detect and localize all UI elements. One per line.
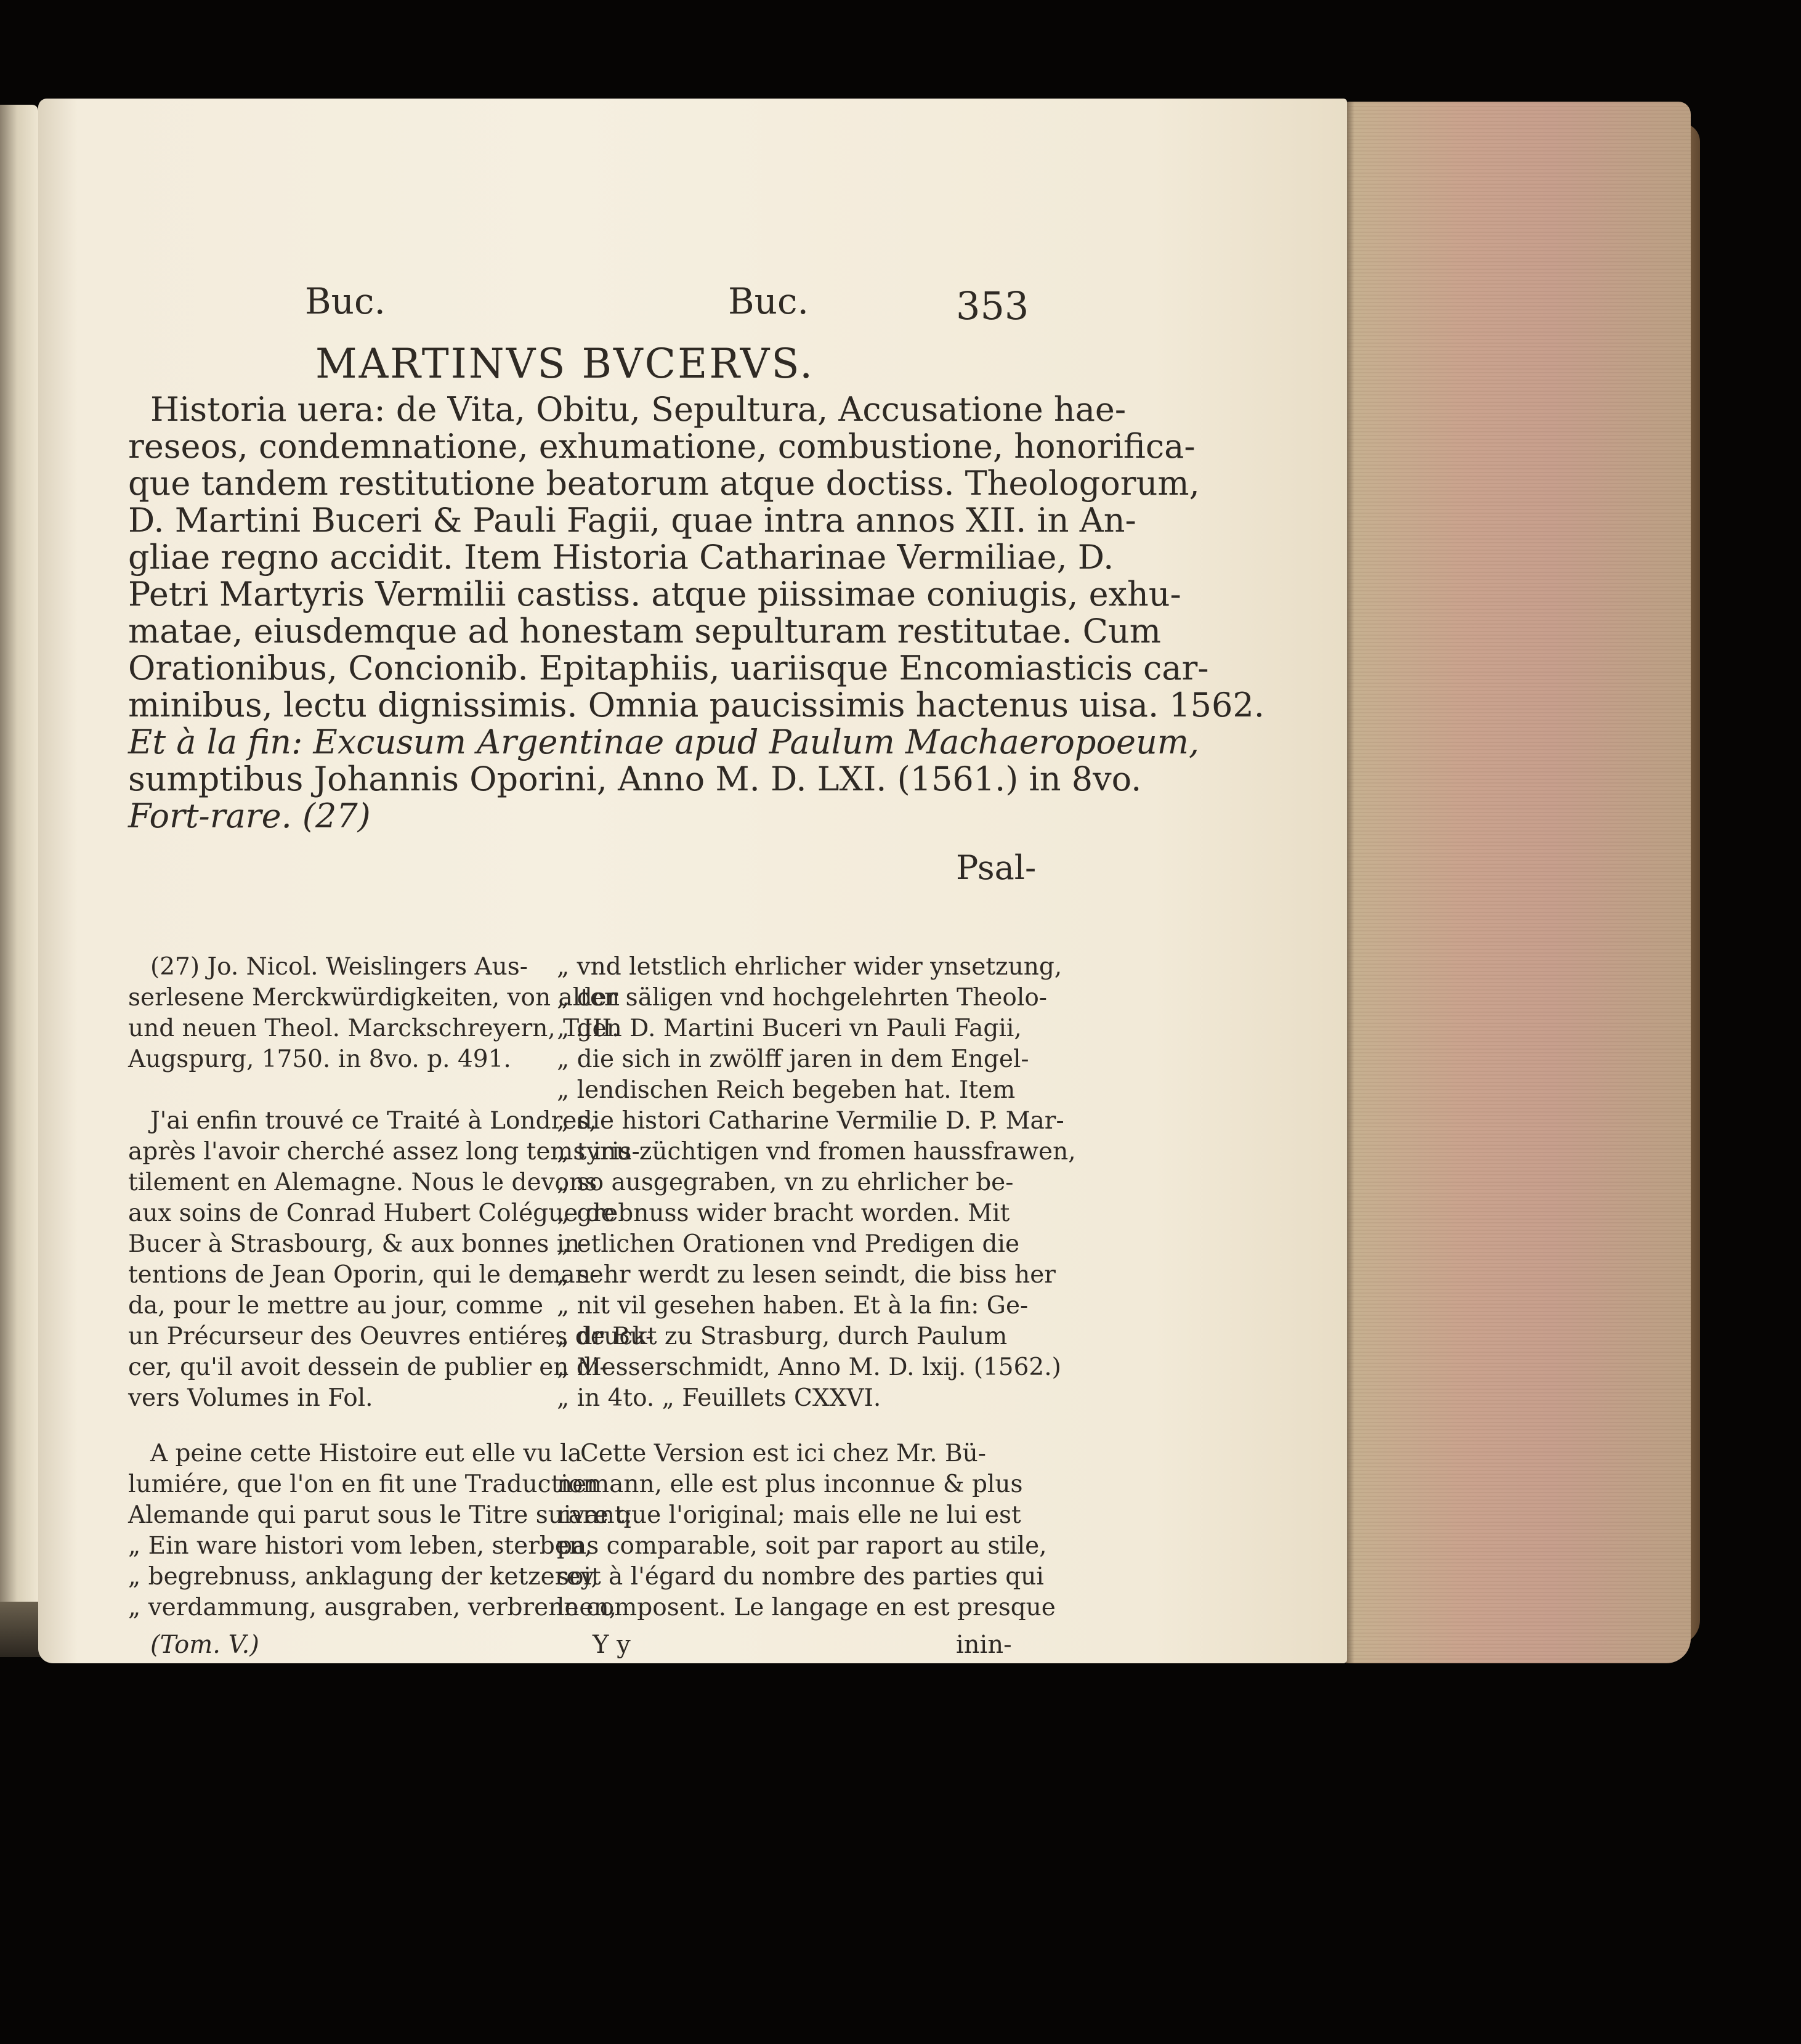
signature-mark: Y y bbox=[593, 1631, 631, 1659]
entry-title: MARTINVS BVCERVS. bbox=[315, 340, 815, 387]
quote-line: „ nit vil gesehen haben. Et à la fin: Ge- bbox=[557, 1292, 1029, 1320]
page-number: 353 bbox=[956, 283, 1029, 328]
quote-line: „ Messerschmidt, Anno M. D. lxij. (1562.) bbox=[557, 1353, 1061, 1381]
main-line: que tandem restitutione beatorum atque doctiss. Theologorum, bbox=[128, 464, 1200, 503]
quote-line: „ so ausgegraben, vn zu ehrlicher be- bbox=[557, 1169, 1014, 1196]
book-page bbox=[38, 99, 1347, 1663]
paragraph-line: „ verdammung, ausgraben, verbrennen, bbox=[128, 1594, 617, 1621]
footnote-line: und neuen Theol. Marckschreyern, T.III. bbox=[128, 1015, 620, 1042]
main-line: reseos, condemnatione, exhumatione, combustione, honorifica- bbox=[128, 427, 1196, 466]
quote-line: „ lendischen Reich begeben hat. Item bbox=[557, 1076, 1016, 1104]
quote-line: „ druckt zu Strasburg, durch Paulum bbox=[557, 1323, 1008, 1350]
paragraph-line: rare que l'original; mais elle ne lui est bbox=[557, 1501, 1021, 1529]
paragraph-line: „ Ein ware histori vom leben, sterben, bbox=[128, 1532, 593, 1560]
previous-page-edge bbox=[0, 105, 38, 1620]
footnote-line: (27) Jo. Nicol. Weislingers Aus- bbox=[150, 953, 528, 981]
paragraph-line: tilement en Alemagne. Nous le devons bbox=[128, 1169, 597, 1196]
paragraph-line: aux soins de Conrad Hubert Colégue de bbox=[128, 1199, 615, 1227]
paragraph-line: un Précurseur des Oeuvres entiéres de Bu- bbox=[128, 1323, 654, 1350]
paragraph-line: tentions de Jean Oporin, qui le deman- bbox=[128, 1261, 599, 1289]
paragraph-line: da, pour le mettre au jour, comme bbox=[128, 1292, 544, 1320]
paragraph-line: J'ai enfin trouvé ce Traité à Londres, bbox=[150, 1107, 597, 1135]
quote-line: „ tyris züchtigen vnd fromen haussfrawen, bbox=[557, 1138, 1076, 1166]
paragraph-line: cer, qu'il avoit dessein de publier en di- bbox=[128, 1353, 608, 1381]
paragraph-line: nemann, elle est plus inconnue & plus bbox=[557, 1470, 1023, 1498]
quote-line: „ grebnuss wider bracht worden. Mit bbox=[557, 1199, 1010, 1227]
paragraph-line: après l'avoir cherché assez long tems inu- bbox=[128, 1138, 640, 1166]
main-line: Fort-rare. (27) bbox=[128, 797, 371, 835]
main-line: D. Martini Buceri & Pauli Fagii, quae intra annos XII. in An- bbox=[128, 501, 1136, 540]
paragraph-line: Bucer à Strasbourg, & aux bonnes in- bbox=[128, 1230, 588, 1258]
paragraph-line: „ begrebnuss, anklagung der ketzerey, bbox=[128, 1563, 599, 1591]
main-line: gliae regno accidit. Item Historia Catharinae Vermiliae, D. bbox=[128, 538, 1114, 577]
running-head-center: Buc. bbox=[728, 280, 809, 322]
footnote-line: serlesene Merckwürdigkeiten, von alten bbox=[128, 984, 620, 1012]
paragraph-line: le composent. Le langage en est presque bbox=[557, 1594, 1056, 1621]
page-block-edges bbox=[1346, 102, 1691, 1663]
main-line: Historia uera: de Vita, Obitu, Sepultura, Accusatione hae- bbox=[150, 390, 1127, 429]
paragraph-line: Alemande qui parut sous le Titre suivant: bbox=[128, 1501, 633, 1529]
main-line: Et à la fin: Excusum Argentinae apud Paulum Machaeropoeum, bbox=[128, 723, 1200, 761]
paragraph-line: pas comparable, soit par raport au stile, bbox=[557, 1532, 1047, 1560]
quote-line: „ der säligen vnd hochgelehrten Theolo- bbox=[557, 984, 1047, 1012]
quote-line: „ gen D. Martini Buceri vn Pauli Fagii, bbox=[557, 1015, 1022, 1042]
quote-line: „ sehr werdt zu lesen seindt, die biss her bbox=[557, 1261, 1056, 1289]
volume-signature: (Tom. V.) bbox=[150, 1631, 259, 1659]
main-line: matae, eiusdemque ad honestam sepulturam restitutae. Cum bbox=[128, 612, 1161, 651]
paragraph-line: vers Volumes in Fol. bbox=[128, 1384, 373, 1412]
paragraph-line: Cette Version est ici chez Mr. Bü- bbox=[580, 1440, 986, 1467]
quote-line: „ vnd letstlich ehrlicher wider ynsetzung, bbox=[557, 953, 1062, 981]
footnote-line: Augspurg, 1750. in 8vo. p. 491. bbox=[128, 1045, 511, 1073]
main-line: minibus, lectu dignissimis. Omnia paucissimis hactenus uisa. 1562. bbox=[128, 686, 1265, 724]
paragraph-line: A peine cette Histoire eut elle vu la bbox=[150, 1440, 582, 1467]
paragraph-line: soit à l'égard du nombre des parties qui bbox=[557, 1563, 1044, 1591]
main-line: Petri Martyris Vermilii castiss. atque piissimae coniugis, exhu- bbox=[128, 575, 1181, 614]
main-line: Orationibus, Concionib. Epitaphiis, uariisque Encomiasticis car- bbox=[128, 649, 1209, 687]
running-head-left: Buc. bbox=[305, 280, 386, 322]
catchword-top: Psal- bbox=[956, 848, 1037, 887]
quote-line: „ etlichen Orationen vnd Predigen die bbox=[557, 1230, 1020, 1258]
catchword-bottom: inin- bbox=[956, 1631, 1012, 1659]
paragraph-line: lumiére, que l'on en fit une Traduction bbox=[128, 1470, 599, 1498]
main-line: sumptibus Johannis Oporini, Anno M. D. LXI. (1561.) in 8vo. bbox=[128, 760, 1142, 798]
quote-line: „ in 4to. „ Feuillets CXXVI. bbox=[557, 1384, 881, 1412]
quote-line: „ die sich in zwölff jaren in dem Engel- bbox=[557, 1045, 1029, 1073]
quote-line: „ die histori Catharine Vermilie D. P. Mar- bbox=[557, 1107, 1064, 1135]
